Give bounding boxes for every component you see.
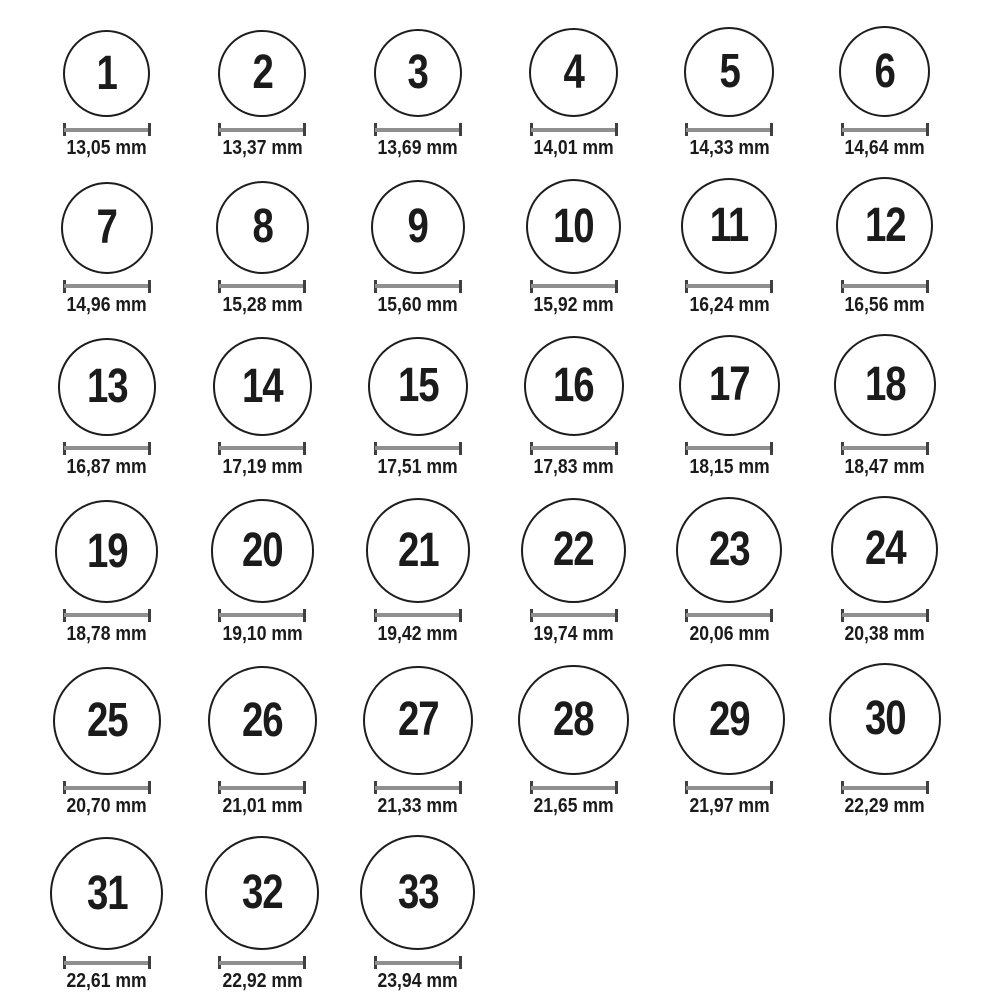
ring-size-number: 3 [407,45,429,99]
measure-tick-right [615,609,618,622]
diameter-label: 17,19 mm [222,455,303,478]
measure-bar [842,284,928,288]
ring-size-item [340,663,496,816]
ring-size-circle [529,28,619,118]
measure-tick-right [459,956,462,969]
ring-size-item [340,334,496,477]
diameter-measure-line [63,609,151,622]
measure-bar [64,786,150,790]
measure-bar [219,786,305,790]
diameter-label: 19,42 mm [377,622,459,645]
measure-bar [219,961,305,965]
ring-size-item [185,334,341,477]
measure-bar [531,446,617,450]
measure-bar [686,284,772,288]
diameter-measure-line [841,781,929,794]
diameter-label: 14,33 mm [689,137,770,160]
ring-size-number: 27 [397,693,439,747]
ring-size-number: 22 [553,523,594,577]
diameter-measure-line [685,123,773,136]
measure-bar [531,786,617,790]
diameter-measure-line [63,123,151,136]
diameter-measure-line [374,123,462,136]
diameter-measure-line [218,956,306,969]
diameter-measure-line [530,442,618,455]
measure-tick-right [303,781,306,794]
ring-size-circle [53,667,161,775]
ring-size-circle [831,496,938,603]
ring-size-row [29,663,1000,816]
ring-size-row [29,334,1000,477]
measure-bar [375,613,461,617]
diameter-label: 22,92 mm [222,970,303,993]
measure-tick-right [148,609,151,622]
diameter-measure-line [685,609,773,622]
diameter-label: 22,29 mm [844,795,925,818]
ring-size-circle [684,27,775,118]
ring-size-item [496,177,652,315]
diameter-measure-line [530,781,618,794]
measure-tick-right [615,280,618,293]
measure-tick-right [459,442,462,455]
ring-size-item [29,177,185,315]
ring-size-item [185,835,341,991]
measure-tick-right [926,123,929,136]
measure-tick-right [615,442,618,455]
diameter-measure-line [63,956,151,969]
measure-tick-right [770,781,773,794]
ring-size-number: 24 [864,522,905,576]
ring-size-circle [213,337,311,435]
ring-size-item [807,334,963,477]
ring-size-item [651,26,807,158]
measure-bar [64,613,150,617]
diameter-measure-line [530,609,618,622]
ring-size-number: 11 [710,199,749,253]
measure-tick-right [148,956,151,969]
ring-size-circle [363,666,473,776]
diameter-label: 13,05 mm [66,137,147,160]
ring-size-circle [524,336,624,436]
measure-bar [64,128,150,132]
diameter-measure-line [374,781,462,794]
ring-size-row [29,835,1000,991]
diameter-measure-line [374,609,462,622]
diameter-label: 15,92 mm [533,293,614,316]
ring-size-number: 6 [874,44,895,98]
diameter-measure-line [63,280,151,293]
diameter-label: 14,96 mm [66,293,147,316]
measure-tick-right [615,123,618,136]
ring-size-number: 10 [553,199,594,253]
ring-size-circle [673,664,785,776]
ring-size-number: 26 [242,693,283,747]
ring-size-circle [526,179,621,274]
diameter-measure-line [218,781,306,794]
diameter-measure-line [218,442,306,455]
measure-tick-right [303,956,306,969]
ring-size-circle [374,29,463,118]
diameter-measure-line [841,442,929,455]
ring-size-item [340,26,496,158]
measure-tick-right [459,781,462,794]
diameter-label: 21,97 mm [689,795,770,818]
measure-bar [842,613,928,617]
ring-size-number: 29 [709,692,750,746]
diameter-label: 18,78 mm [66,622,147,645]
diameter-label: 17,51 mm [377,455,459,478]
measure-bar [219,446,305,450]
ring-size-circle [834,334,936,436]
ring-size-circle [371,180,465,274]
measure-tick-right [926,280,929,293]
ring-size-item [29,663,185,816]
ring-size-number: 32 [242,866,283,920]
ring-size-number: 15 [397,359,439,413]
ring-size-circle [211,499,315,603]
ring-size-circle [218,30,306,118]
diameter-measure-line [63,781,151,794]
ring-size-number: 21 [397,523,439,577]
ring-size-number: 33 [397,865,439,919]
ring-size-circle [829,663,941,775]
ring-size-number: 20 [242,524,283,578]
diameter-measure-line [63,442,151,455]
ring-size-number: 9 [407,199,429,253]
ring-size-item [29,26,185,158]
measure-tick-right [148,781,151,794]
ring-size-circle [55,500,158,603]
ring-size-circle [679,335,780,436]
measure-tick-right [303,123,306,136]
diameter-label: 17,83 mm [533,455,614,478]
ring-size-circle [681,178,777,274]
ring-size-number: 1 [96,46,117,100]
measure-bar [531,613,617,617]
ring-size-circle [216,181,309,274]
diameter-label: 16,56 mm [844,293,925,316]
ring-size-item [29,334,185,477]
diameter-label: 19,74 mm [533,622,614,645]
ring-size-number: 28 [553,693,594,747]
measure-bar [64,284,150,288]
diameter-label: 20,70 mm [66,795,147,818]
diameter-label: 16,24 mm [689,293,770,316]
measure-bar [64,446,150,450]
diameter-label: 14,64 mm [844,137,925,160]
ring-size-item [807,496,963,644]
diameter-label: 13,69 mm [377,137,459,160]
ring-size-item [185,26,341,158]
measure-tick-right [926,609,929,622]
ring-size-number: 25 [86,694,127,748]
ring-size-number: 14 [242,359,283,413]
ring-size-item [185,496,341,644]
diameter-measure-line [374,280,462,293]
ring-size-circle [61,182,153,274]
measure-tick-right [770,123,773,136]
measure-bar [375,446,461,450]
ring-size-item [651,177,807,315]
diameter-label: 22,61 mm [66,970,147,993]
diameter-measure-line [841,609,929,622]
measure-bar [842,128,928,132]
measure-bar [219,128,305,132]
measure-bar [842,786,928,790]
ring-size-item [807,26,963,158]
diameter-measure-line [218,280,306,293]
ring-size-item [340,496,496,644]
ring-size-circle [521,498,626,603]
measure-bar [686,128,772,132]
diameter-label: 20,06 mm [689,622,770,645]
measure-bar [375,128,461,132]
measure-tick-right [770,280,773,293]
measure-bar [686,446,772,450]
diameter-label: 13,37 mm [222,137,303,160]
measure-bar [375,961,461,965]
diameter-label: 21,33 mm [377,795,459,818]
diameter-label: 20,38 mm [844,622,925,645]
ring-size-circle [50,837,163,950]
diameter-label: 18,47 mm [844,455,925,478]
measure-bar [686,613,772,617]
ring-size-item [496,26,652,158]
ring-size-item [185,663,341,816]
measure-bar [375,786,461,790]
measure-bar [219,613,305,617]
ring-size-item [807,177,963,315]
diameter-measure-line [530,123,618,136]
ring-size-number: 4 [563,45,584,99]
ring-size-item [496,496,652,644]
ring-size-circle [676,497,782,603]
ring-size-circle [208,666,317,775]
ring-size-number: 16 [553,358,594,412]
measure-tick-right [459,123,462,136]
ring-size-circle [360,835,475,950]
ring-size-item [496,663,652,816]
ring-size-item [29,496,185,644]
diameter-measure-line [374,956,462,969]
ring-size-item [651,663,807,816]
measure-tick-right [770,442,773,455]
ring-size-circle [518,665,629,776]
diameter-measure-line [841,280,929,293]
ring-size-item [651,496,807,644]
measure-tick-right [770,609,773,622]
measure-tick-right [148,123,151,136]
measure-tick-right [148,442,151,455]
ring-size-number: 17 [709,358,750,412]
ring-size-number: 7 [96,200,117,254]
ring-size-item [29,835,185,991]
ring-size-number: 30 [864,692,905,746]
ring-size-row [29,496,1000,644]
diameter-label: 14,01 mm [533,137,614,160]
diameter-measure-line [218,123,306,136]
ring-size-circle [836,177,933,274]
measure-bar [64,961,150,965]
measure-bar [531,128,617,132]
diameter-measure-line [530,280,618,293]
diameter-measure-line [218,609,306,622]
ring-size-item [807,663,963,816]
diameter-label: 23,94 mm [377,970,459,993]
ring-size-number: 12 [864,198,905,252]
ring-size-number: 23 [709,522,750,576]
ring-size-item [185,177,341,315]
diameter-label: 21,65 mm [533,795,614,818]
measure-bar [375,284,461,288]
measure-bar [531,284,617,288]
ring-size-item [651,334,807,477]
diameter-measure-line [685,442,773,455]
ring-size-item [340,177,496,315]
diameter-label: 16,87 mm [66,455,147,478]
ring-size-row [29,26,1000,158]
ring-size-number: 31 [86,866,127,920]
ring-size-number: 2 [252,46,273,100]
ring-size-row [29,177,1000,315]
ring-size-circle [63,30,150,117]
ring-size-item [496,334,652,477]
ring-size-item [340,835,496,991]
ring-size-circle [366,498,471,603]
diameter-label: 15,28 mm [222,293,303,316]
ring-size-number: 19 [86,524,127,578]
measure-tick-right [926,442,929,455]
diameter-measure-line [374,442,462,455]
ring-size-number: 13 [86,360,127,414]
measure-bar [842,446,928,450]
ring-size-circle [58,338,156,436]
measure-bar [219,284,305,288]
measure-tick-right [148,280,151,293]
diameter-label: 15,60 mm [377,293,459,316]
ring-size-number: 18 [864,357,905,411]
measure-tick-right [615,781,618,794]
ring-size-number: 5 [719,45,740,99]
diameter-label: 19,10 mm [222,622,303,645]
ring-size-circle [205,836,319,950]
measure-tick-right [303,280,306,293]
measure-tick-right [303,609,306,622]
ring-size-circle [368,337,467,436]
diameter-label: 21,01 mm [222,795,303,818]
measure-tick-right [926,781,929,794]
diameter-label: 18,15 mm [689,455,770,478]
diameter-measure-line [685,781,773,794]
ring-size-number: 8 [252,200,273,254]
measure-tick-right [459,609,462,622]
measure-tick-right [459,280,462,293]
diameter-measure-line [841,123,929,136]
ring-size-circle [839,26,930,117]
measure-tick-right [303,442,306,455]
measure-bar [686,786,772,790]
diameter-measure-line [685,280,773,293]
